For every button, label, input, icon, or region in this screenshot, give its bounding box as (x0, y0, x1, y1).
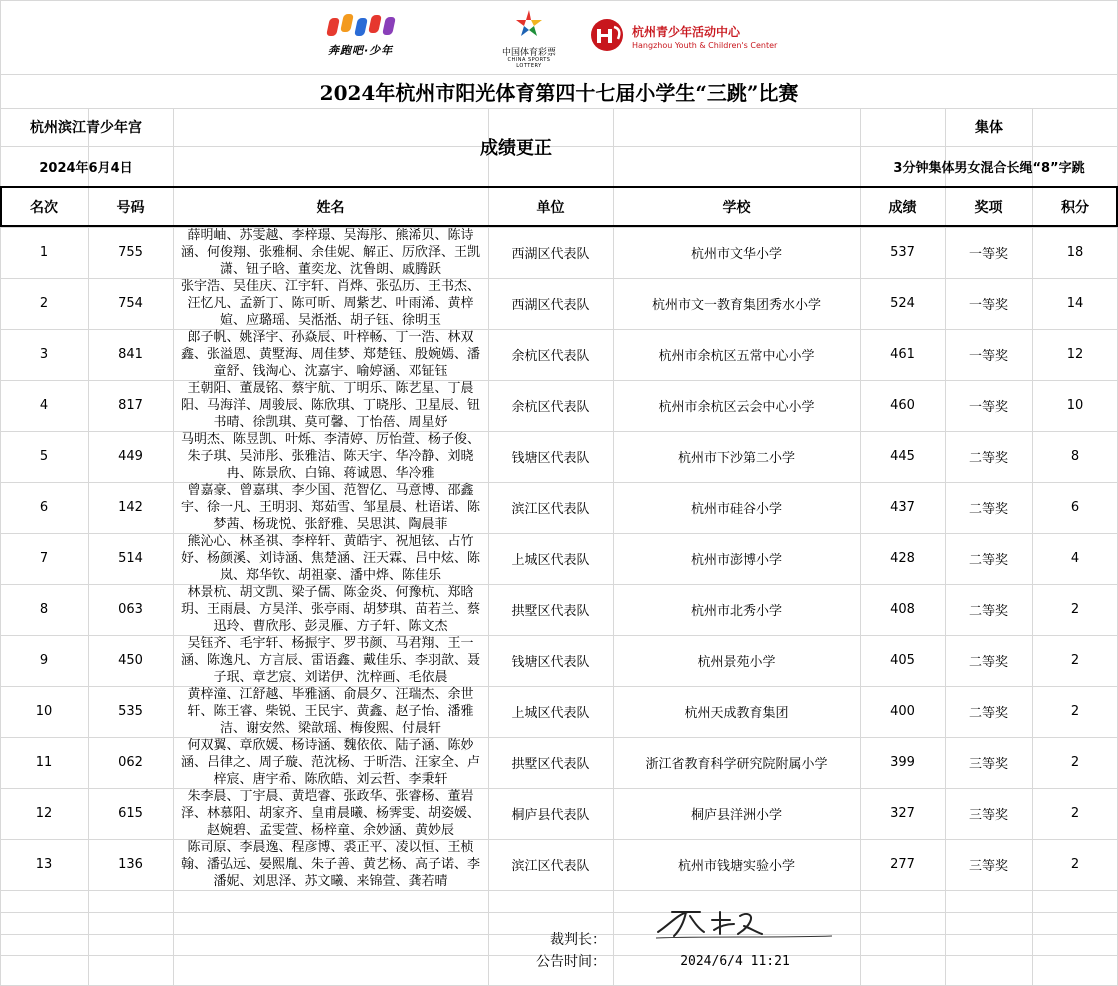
cell-award: 二等奖 (968, 706, 1008, 721)
cell-unit: 上城区代表队 (511, 706, 590, 721)
cell-points: 2 (1070, 857, 1080, 872)
cell-number: 450 (118, 653, 143, 668)
cell-unit: 拱墅区代表队 (511, 757, 590, 772)
cell-number: 841 (118, 347, 143, 362)
cell-rank: 5 (39, 449, 49, 464)
cell-award: 二等奖 (968, 655, 1008, 670)
cell-school: 浙江省教育科学研究院附属小学 (645, 757, 828, 772)
cell-unit: 拱墅区代表队 (511, 604, 590, 619)
cell-rank: 9 (39, 653, 49, 668)
cell-number: 615 (118, 806, 143, 821)
col-score: 成绩 (888, 199, 917, 216)
cell-rank: 7 (39, 551, 49, 566)
cell-score: 524 (890, 296, 915, 311)
cell-score: 460 (890, 398, 915, 413)
table-row (0, 227, 1118, 278)
cell-rank: 4 (39, 398, 49, 413)
youth-center-en-text: Hangzhou Youth & Children's Center (632, 41, 778, 50)
cell-school: 杭州市北秀小学 (690, 604, 782, 619)
cell-unit: 钱塘区代表队 (511, 655, 590, 670)
lottery-cn-text: 中国体育彩票 (501, 48, 556, 58)
cell-unit: 余杭区代表队 (511, 400, 590, 415)
referee-signature (650, 902, 840, 942)
cell-points: 8 (1070, 449, 1080, 464)
cell-number: 142 (118, 500, 143, 515)
cell-award: 二等奖 (968, 604, 1008, 619)
cell-award: 二等奖 (968, 553, 1008, 568)
cell-score: 461 (890, 347, 915, 362)
cell-score: 537 (890, 245, 915, 260)
cell-unit: 上城区代表队 (511, 553, 590, 568)
china-sports-lottery-logo (494, 8, 564, 69)
cell-points: 6 (1070, 500, 1080, 515)
cell-number: 535 (118, 704, 143, 719)
cell-names: 薛明岫、苏雯越、李梓璟、吴海彤、熊浠贝、陈诗涵、何俊翔、张雅桐、余佳妮、解正、厉欣泽、王凯潇、钮子晗、董奕龙、沈鲁朗、戚腾跃 (180, 228, 480, 277)
cell-unit: 余杭区代表队 (511, 349, 590, 364)
cell-school: 杭州市钱塘实验小学 (677, 859, 795, 874)
cell-rank: 8 (39, 602, 49, 617)
cell-names: 黄梓潼、江舒越、毕雅涵、俞晨夕、汪瑞杰、余世轩、陈王睿、柴锐、王民宇、黄鑫、赵子怡、潘雅洁、谢安然、梁歆瑶、梅俊熙、付晨轩 (187, 687, 474, 736)
cell-rank: 12 (35, 806, 53, 821)
col-school: 学校 (722, 199, 751, 216)
cell-rank: 3 (39, 347, 49, 362)
cell-award: 三等奖 (968, 757, 1008, 772)
col-unit: 单位 (536, 199, 565, 216)
cell-unit: 西湖区代表队 (511, 247, 590, 262)
cell-unit: 西湖区代表队 (511, 298, 590, 313)
col-award: 奖项 (974, 199, 1003, 216)
cell-number: 755 (118, 245, 143, 260)
cell-score: 405 (890, 653, 915, 668)
cell-points: 2 (1070, 704, 1080, 719)
cell-names: 朱李晨、丁宇晨、黄垲睿、张政华、张睿杨、董岩泽、林慕阳、胡家齐、皇甫晨曦、杨霁雯、胡姿媛、赵婉碧、孟雯萱、杨梓童、余妙涵、黄妙辰 (180, 789, 480, 838)
cell-score: 399 (890, 755, 915, 770)
cell-rank: 10 (35, 704, 53, 719)
col-names: 姓名 (316, 199, 345, 216)
logo1-text: 奔跑吧·少年 (328, 44, 394, 57)
cell-points: 10 (1066, 398, 1084, 413)
referee-label: 裁判长： (550, 932, 606, 948)
cell-names: 吴钰齐、毛宇轩、杨振宇、罗书颜、马君翔、王一涵、陈逸凡、方言辰、雷语鑫、戴佳乐、李羽歆、聂子珉、章艺宸、刘诺伊、沈梓画、毛依晨 (180, 636, 480, 685)
cell-names: 王朝阳、董晟铭、蔡宇航、丁明乐、陈艺星、丁晨阳、马海洋、周骏辰、陈欣琪、丁晓彤、卫星辰、钮书晴、徐凯琪、莫可馨、丁怡蓓、周星妤 (180, 381, 480, 430)
cell-school: 杭州市下沙第二小学 (677, 451, 795, 466)
cell-rank: 1 (39, 245, 49, 260)
table-row (0, 482, 1118, 533)
lottery-star-icon (514, 8, 544, 42)
cell-award: 三等奖 (968, 808, 1008, 823)
col-number: 号码 (116, 199, 145, 216)
cell-names: 熊沁心、林圣祺、李梓轩、黄皓宇、祝旭铉、占竹妤、杨颜溪、刘诗涵、焦楚涵、汪天霖、吕中炫、陈岚、郑华钦、胡祖豪、潘中烨、陈佳乐 (180, 534, 480, 583)
cell-award: 三等奖 (968, 859, 1008, 874)
signature-area (0, 890, 1118, 986)
cell-school: 杭州天成教育集团 (684, 706, 789, 721)
cell-points: 12 (1066, 347, 1084, 362)
cell-names: 曾嘉豪、曾嘉琪、李少国、范智亿、马意博、邵鑫宇、徐一凡、王明羽、郑茹雪、邹星晨、杜语诺、陈梦茜、杨珑悦、张舒雅、吴思淇、陶晨菲 (180, 483, 480, 532)
cell-points: 2 (1070, 806, 1080, 821)
group-label: 集体 (975, 120, 1003, 136)
table-row (0, 533, 1118, 584)
cell-rank: 11 (35, 755, 53, 770)
cell-rank: 6 (39, 500, 49, 515)
notice-time-value: 2024/6/4 11:21 (680, 953, 790, 969)
cell-points: 18 (1066, 245, 1084, 260)
cell-number: 817 (118, 398, 143, 413)
cell-names: 陈司原、李晨逸、程彦博、裘正平、凌以恒、王桢翰、潘弘远、晏熙胤、朱子善、黄艺杨、高子诺、李潘妮、刘思泽、苏文曦、来锦萱、龚若晴 (180, 840, 480, 889)
cell-school: 杭州市硅谷小学 (690, 502, 782, 517)
cell-award: 二等奖 (968, 502, 1008, 517)
table-row (0, 380, 1118, 431)
cell-school: 杭州市余杭区五常中心小学 (658, 349, 815, 364)
cell-number: 754 (118, 296, 143, 311)
page-title: 2024年杭州市阳光体育第四十七届小学生“三跳”比赛 (319, 81, 799, 105)
table-row (0, 329, 1118, 380)
col-rank: 名次 (30, 199, 58, 216)
cell-unit: 滨江区代表队 (511, 502, 590, 517)
table-row (0, 635, 1118, 686)
cell-rank: 13 (35, 857, 53, 872)
table-row (0, 686, 1118, 737)
cell-unit: 桐庐县代表队 (511, 808, 590, 823)
logo-banner (0, 0, 1118, 74)
cell-score: 277 (890, 857, 915, 872)
cell-number: 514 (118, 551, 143, 566)
cell-score: 408 (890, 602, 915, 617)
youth-center-mark-icon (588, 17, 626, 53)
cell-names: 张宇浩、吴佳庆、江宇轩、肖烨、张弘历、王书杰、汪忆凡、孟新丁、陈可昕、周紫艺、叶雨浠、黄梓媗、应璐瑶、吴湉湉、胡子钰、徐明玉 (180, 279, 480, 328)
cell-points: 2 (1070, 755, 1080, 770)
cell-award: 一等奖 (968, 298, 1008, 313)
cell-names: 林景杭、胡文凯、梁子儒、陈金炎、何豫杭、郑晗玥、王雨晨、方昊洋、张亭雨、胡梦琪、苗若兰、蔡迅玲、曹欣彤、彭灵雁、方子轩、陈文杰 (180, 585, 480, 634)
cell-unit: 滨江区代表队 (511, 859, 590, 874)
cell-names: 何双翼、章欣媛、杨诗涵、魏依依、陆子涵、陈妙涵、吕律之、周子璇、范沈杨、于昕浩、汪家全、卢梓宸、唐宇希、陈欣皓、刘云哲、李秉轩 (180, 738, 480, 787)
cell-award: 一等奖 (968, 400, 1008, 415)
table-row (0, 278, 1118, 329)
cell-number: 063 (118, 602, 143, 617)
cell-points: 2 (1070, 602, 1080, 617)
table-row (0, 788, 1118, 839)
cell-school: 杭州市余杭区云会中心小学 (658, 400, 815, 415)
youth-center-cn-text: 杭州青少年活动中心 (632, 25, 741, 39)
table-row (0, 737, 1118, 788)
cell-number: 136 (118, 857, 143, 872)
cell-unit: 钱塘区代表队 (511, 451, 590, 466)
cell-rank: 2 (39, 296, 49, 311)
cell-school: 杭州景苑小学 (697, 655, 776, 670)
cell-score: 437 (890, 500, 915, 515)
cell-points: 14 (1066, 296, 1084, 311)
cell-names: 郎子帆、姚泽宇、孙焱辰、叶梓畅、丁一浩、林双鑫、张溢恩、黄墅海、周佳梦、郑楚钰、殷婉嫣、潘童舒、钱淘心、沈嘉宇、喻婷涵、邓钲钰 (180, 330, 480, 379)
cell-school: 杭州市澎博小学 (690, 553, 782, 568)
cell-award: 一等奖 (968, 247, 1008, 262)
hangzhou-youth-center-logo (588, 17, 778, 57)
table-row (0, 839, 1118, 890)
table-row (0, 584, 1118, 635)
event-label: 3分钟集体男女混合长绳“8”字跳 (893, 160, 1085, 176)
col-points: 积分 (1061, 199, 1089, 216)
cell-points: 4 (1070, 551, 1080, 566)
grid-hline (0, 74, 1118, 75)
cell-school: 杭州市文华小学 (690, 247, 782, 262)
correction-label: 成绩更正 (480, 138, 552, 159)
run-youth-logo (324, 12, 402, 58)
notice-time-label: 公告时间： (536, 954, 606, 970)
cell-school: 杭州市文一教育集团秀水小学 (651, 298, 821, 313)
lottery-en-text: CHINA SPORTS LOTTERY (507, 57, 551, 69)
cell-number: 062 (118, 755, 143, 770)
cell-number: 449 (118, 449, 143, 464)
cell-award: 一等奖 (968, 349, 1008, 364)
cell-points: 2 (1070, 653, 1080, 668)
cell-score: 400 (890, 704, 915, 719)
venue-label: 杭州滨江青少年宫 (30, 120, 142, 136)
cell-score: 445 (890, 449, 915, 464)
cell-names: 马明杰、陈昱凯、叶烁、李清婷、厉怡萱、杨子俊、朱子琪、吴沛彤、张雅洁、陈天宇、华冷静、刘晓冉、陈景欣、白锦、蒋诚恩、华冷雅 (180, 432, 480, 481)
table-row (0, 431, 1118, 482)
cell-school: 桐庐县洋洲小学 (690, 808, 782, 823)
cell-award: 二等奖 (968, 451, 1008, 466)
date-label: 2024年6月4日 (39, 160, 133, 176)
cell-score: 428 (890, 551, 915, 566)
cell-score: 327 (890, 806, 915, 821)
